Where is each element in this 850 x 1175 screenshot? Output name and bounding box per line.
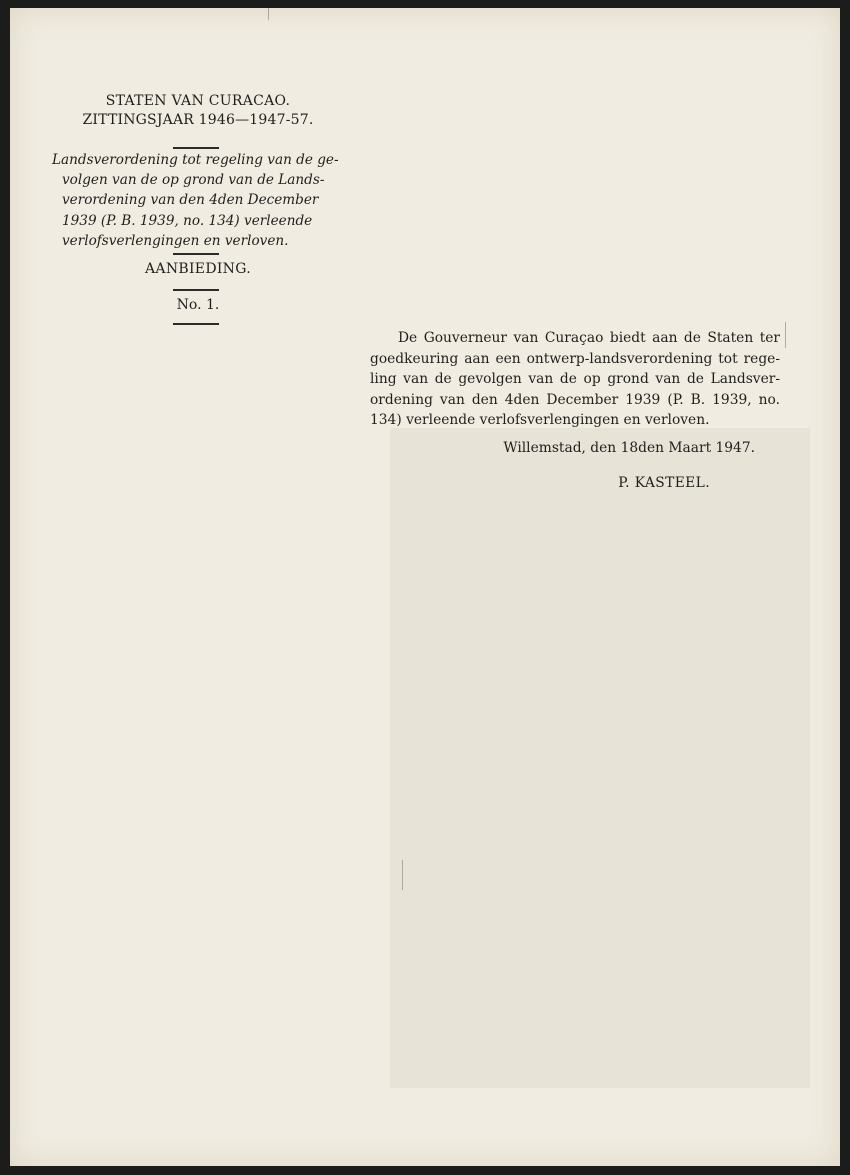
header-title: STATEN VAN CURACAO. — [105, 93, 291, 109]
body-line: goedkeuring aan een ontwerp-landsverordening tot rege- — [370, 350, 780, 367]
subject-line: verlofsverlengingen en verloven. — [62, 232, 289, 249]
section-number: No. 1. — [176, 297, 220, 313]
scan-mark — [268, 8, 269, 20]
body-line: ling van de gevolgen van de op grond van de Landsver- — [370, 371, 780, 387]
body-paragraph — [370, 328, 780, 431]
divider-rule — [173, 253, 219, 255]
scan-mark — [402, 860, 403, 890]
place-and-date: Willemstad, den 18den Maart 1947. — [503, 440, 755, 456]
body-line: 134) verleende verlofsverlengingen en verloven. — [370, 412, 710, 428]
body-line: De Gouverneur van Curaçao biedt aan de Staten ter — [398, 330, 780, 346]
divider-rule — [173, 147, 219, 149]
subject-line: Landsverordening tot regeling van de ge- — [52, 152, 339, 168]
header-session: ZITTINGSJAAR 1946—1947-57. — [82, 112, 314, 128]
subject-line: 1939 (P. B. 1939, no. 134) verleende — [62, 212, 313, 229]
bleed-through-shadow — [390, 428, 810, 1088]
subject-line: verordening van den 4den December — [62, 192, 319, 209]
section-label: AANBIEDING. — [145, 261, 251, 277]
body-line: ordening van den 4den December 1939 (P. B. 1939, no. — [370, 391, 780, 408]
scan-mark — [785, 322, 786, 348]
subject-line: volgen van de op grond van de Lands- — [62, 172, 325, 189]
subject-paragraph — [52, 150, 342, 251]
divider-rule — [173, 323, 219, 325]
divider-rule — [173, 289, 219, 291]
signatory: P. KASTEEL. — [618, 475, 710, 491]
